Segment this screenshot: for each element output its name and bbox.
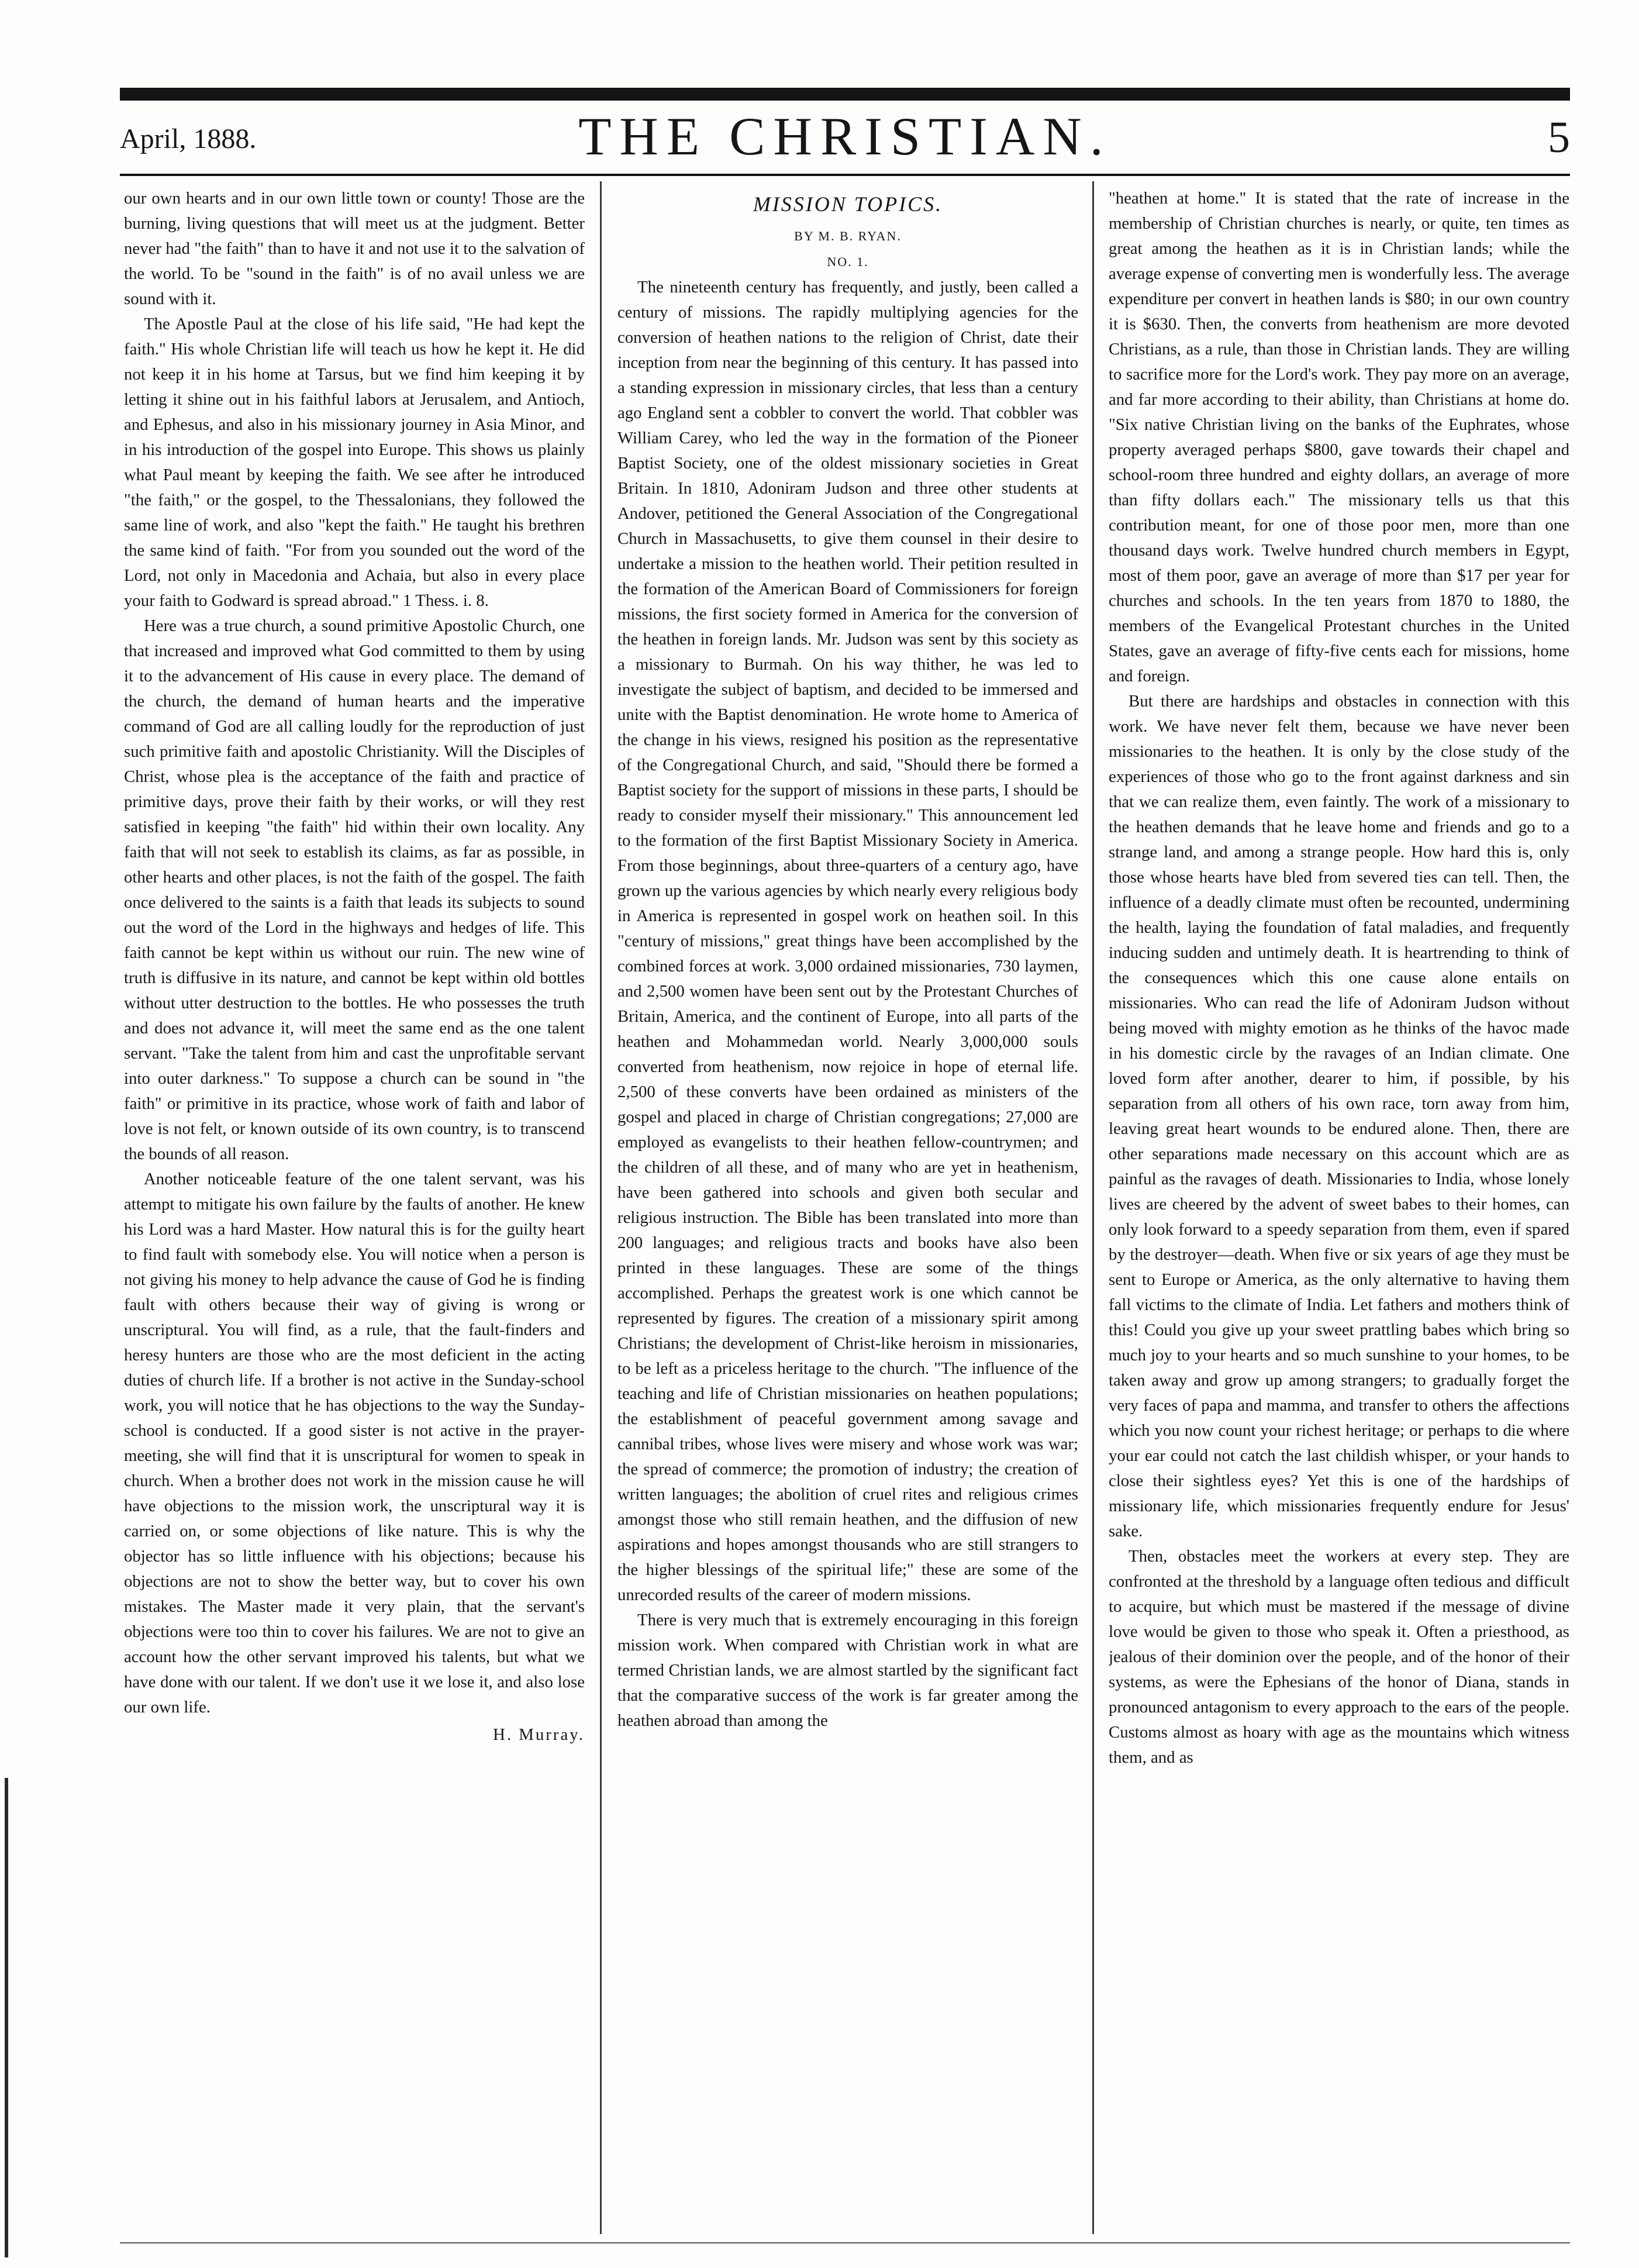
paragraph: There is very much that is extremely encouraging in this foreign mission work. When compared with Christian work in what are termed Christian lands, we are almost startled by the significant fact that the comparative success of the work is far greater among the heathen abroad than among the <box>617 1611 1078 1730</box>
bottom-rule <box>120 2242 1570 2243</box>
article-number: NO. 1. <box>827 254 869 269</box>
column-3 <box>1109 186 1569 2227</box>
binding-edge-mark <box>5 1778 8 2257</box>
column-divider <box>1092 181 1094 2234</box>
page-number: 5 <box>1548 113 1570 162</box>
paragraph: "heathen at home." It is stated that the rate of increase in the membership of Christian churches is nearly, or quite, ten times as great among the heathen as it is in Christian lands; while the average expense of converting men is wonderfully less. The average expenditure per convert in heathen lands is $80; in our own country it is $630. Then, the converts from heathenism are more devoted Christians, as a rule, than those in Christian lands. They are willing to sacrifice more for the Lord's work. They pay more on an average, and far more according to their ability, than Christians at home do. "Six native Christian living on the banks of the Euphrates, whose property averaged perhaps $800, gave towards their chapel and school-room three hundred and eighty dollars, an average of more than fifty dollars each." The missionary tells us that this contribution meant, for one of those poor men, more than one thousand days work. Twelve hundred church members in Egypt, most of them poor, gave an average of more than $17 per year for churches and schools. In the ten years from 1870 to 1880, the members of the Evangelical Protestant churches in the United States, gave an average of fifty-five cents each for missions, home and foreign. <box>1109 189 1569 685</box>
paragraph: Another noticeable feature of the one talent servant, was his attempt to mitigate his own failure by the faults of another. He knew his Lord was a hard Master. How natural this is for the guilty heart to find fault with somebody else. You will notice when a person is not giving his money to help advance the cause of God he is finding fault with others because their way of giving is wrong or unscriptural. You will find, as a rule, that the fault-finders and heresy hunters are those who are the most deficient in the acting duties of church life. If a brother is not active in the Sunday-school work, you will notice that he has objections to the way the Sunday-school is conducted. If a good sister is not active in the prayer-meeting, she will find that it is unscriptural for women to speak in church. When a brother does not work in the mission cause he will have objections to the mission work, the unscriptural way it is carried on, or some objections of like nature. This is why the objector has so little influence with his objections; because his objections are not to show the better way, but to cover his own mistakes. The Master made it very plain, that the servant's objections were too thin to cover his failures. We are not to give an account how the other servant improved his talents, but what we have done with our talent. If we don't use it we lose it, and also lose our own life. <box>124 1170 585 1716</box>
paragraph: The nineteenth century has frequently, and justly, been called a century of missions. The rapidly multiplying agencies for the conversion of heathen nations to the religion of Christ, date their inception from near the beginning of this century. It has passed into a standing expression in missionary circles, that less than a century ago England sent a cobbler to convert the world. That cobbler was William Carey, who led the way in the formation of the Pioneer Baptist Society, one of the oldest missionary societies in Great Britain. In 1810, Adoniram Judson and three other students at Andover, petitioned the General Association of the Congregational Church in Massachusetts, to give them counsel in their desire to undertake a mission to the heathen world. Their petition resulted in the formation of the American Board of Commissioners for foreign missions, the first society formed in America for the conversion of the heathen in foreign lands. Mr. Judson was sent by this society as a missionary to Burmah. On his way thither, he was led to investigate the subject of baptism, and decided to be immersed and unite with the Baptist denomination. He wrote home to America of the change in his views, resigned his position as the representative of the Congregational Church, and said, "Should there be formed a Baptist society for the support of missions in these parts, I should be ready to consider myself their missionary." This announcement led to the formation of the first Baptist Missionary Society in America. From those beginnings, about three-quarters of a century ago, have grown up the various agencies by which nearly every religious body in America is represented in gospel work on heathen soil. In this "century of missions," great things have been accomplished by the combined forces at work. 3,000 ordained missionaries, 730 laymen, and 2,500 women have been sent out by the Protestant Churches of Britain, America, and the continent of Europe, into all parts of the heathen and Mohammedan world. Nearly 3,000,000 souls converted from heathenism, now rejoice in hope of eternal life. 2,500 of these converts have been ordained as ministers of the gospel and placed in charge of Christian congregations; 27,000 are employed as evangelists to their heathen fellow-countrymen; and the children of all these, and of many who are yet in heathenism, have been gathered into schools and given both secular and religious instruction. The Bible has been translated into more than 200 languages; and religious tracts and books have also been printed in these languages. These are some of the things accomplished. Perhaps the greatest work is one which cannot be represented by figures. The creation of a missionary spirit among Christians; the development of Christ-like heroism in missionaries, to be left as a priceless heritage to the church. "The influence of the teaching and life of Christian missionaries on heathen populations; the establishment of peaceful government among savage and cannibal tribes, whose lives were misery and whose work was war; the spread of commerce; the promotion of industry; the creation of written languages; the abolition of cruel rites and religious crimes amongst those who still remain heathen, and the diffusion of new aspirations and hopes amongst thousands who are still strangers to the higher blessings of the spiritual life;" these are some of the unrecorded results of the career of modern missions. <box>617 278 1078 1604</box>
article-byline: BY M. B. RYAN. <box>794 229 902 243</box>
column-1 <box>124 186 585 2227</box>
top-rule <box>120 88 1570 101</box>
article-title: MISSION TOPICS. <box>753 192 943 216</box>
paragraph: Then, obstacles meet the workers at every step. They are confronted at the threshold by a language often tedious and difficult to acquire, but which must be mastered if the message of divine love would be given to those who speak it. Often a priesthood, as jealous of their dominion over the people, and of the honor of their systems, as were the Ephesians of the honor of Diana, stands in pronounced antagonism to every approach to the ears of the people. Customs almost as hoary with age as the mountains which witness them, and as <box>1109 1547 1569 1767</box>
masthead <box>120 105 1570 170</box>
paragraph: The Apostle Paul at the close of his life said, "He had kept the faith." His whole Christian life will teach us how he kept it. He did not keep it in his home at Tarsus, but we find him keeping it by letting it shine out in his faithful labors at Jerusalem, and Antioch, and Ephesus, and also in his missionary journey in Asia Minor, and in his introduction of the gospel into Europe. This shows us plainly what Paul meant by keeping the faith. We see after he introduced "the faith," or the gospel, to the Thessalonians, they followed the same line of work, and also "kept the faith." He taught his brethren the same kind of faith. "For from you sounded out the word of the Lord, not only in Macedonia and Achaia, but also in every place your faith to Godward is spread abroad." 1 Thess. i. 8. <box>124 315 585 610</box>
author-signature: H. Murray. <box>493 1725 585 1744</box>
paragraph: But there are hardships and obstacles in connection with this work. We have never felt them, because we have never been missionaries to the heathen. It is only by the close study of the experiences of those who go to the front against darkness and sin that we can realize them, even faintly. The work of a missionary to the heathen demands that he leave home and friends and go to a strange land, and among a strange people. How hard this is, only those whose hearts have bled from severed ties can tell. Then, the influence of a deadly climate must often be recounted, undermining the health, laying the foundation of fatal maladies, and frequently inducing sudden and untimely death. It is heartrending to think of the consequences which this one cause alone entails on missionaries. Who can read the life of Adoniram Judson without being moved with mighty emotion as he thinks of the havoc made in his domestic circle by the ravages of an Indian climate. One loved form after another, dearer to him, if possible, by his separation from all others of his own race, torn away from him, leaving great heart wounds to be endured alone. Then, there are other separations made necessary on this account which are as painful as the ravages of death. Missionaries to India, whose lonely lives are cheered by the advent of sweet babes to their homes, can only look forward to a speedy separation from them, even if spared by the destroyer—death. When five or six years of age they must be sent to Europe or America, as the only alternative to having them fall victims to the climate of India. Let fathers and mothers think of this! Could you give up your sweet prattling babes which bring so much joy to your hearts and so much sunshine to your homes, to be taken away and grow up among strangers; to gradually forget the very faces of papa and mamma, and transfer to others the affections which you now count your richest heritage; or perhaps to die where your ear could not catch the last childish whisper, or your hands to close their sightless eyes? Yet this is one of the hardships of missionary life, which missionaries frequently endure for Jesus' sake. <box>1109 692 1569 1540</box>
column-divider <box>600 181 602 2234</box>
column-2 <box>617 186 1078 2227</box>
paragraph: Here was a true church, a sound primitive Apostolic Church, one that increased and improved what God committed to them by using it to the advancement of His cause in every place. The demand of the church, the demand of human hearts and the imperative command of God are all calling loudly for the reproduction of just such primitive faith and apostolic Christianity. Will the Disciples of Christ, whose plea is the acceptance of the faith and practice of primitive days, prove their faith by their works, or will they rest satisfied in keeping "the faith" hid within their own locality. Any faith that will not seek to establish its claims, as far as possible, in other hearts and other places, is not the faith of the gospel. The faith once delivered to the saints is a faith that leads its subjects to sound out the word of the Lord in the highways and hedges of life. This faith cannot be kept within us without our ruin. The new wine of truth is diffusive in its nature, and cannot be kept within old bottles without utter destruction to the bottles. He who possesses the truth and does not advance it, will meet the same end as the one talent servant. "Take the talent from him and cast the unprofitable servant into outer darkness." To suppose a church can be sound in "the faith" or primitive in its practice, whose work of faith and labor of love is not felt, or known outside of its own country, is to transcend the bounds of all reason. <box>124 616 585 1163</box>
paragraph: our own hearts and in our own little town or county! Those are the burning, living questions that will meet us at the judgment. Better never had "the faith" than to have it and not use it to the salvation of the world. To be "sound in the faith" is of no avail unless we are sound with it. <box>124 189 585 308</box>
issue-date: April, 1888. <box>120 123 257 154</box>
header-rule <box>120 174 1570 176</box>
newspaper-title: THE CHRISTIAN. <box>578 106 1112 166</box>
